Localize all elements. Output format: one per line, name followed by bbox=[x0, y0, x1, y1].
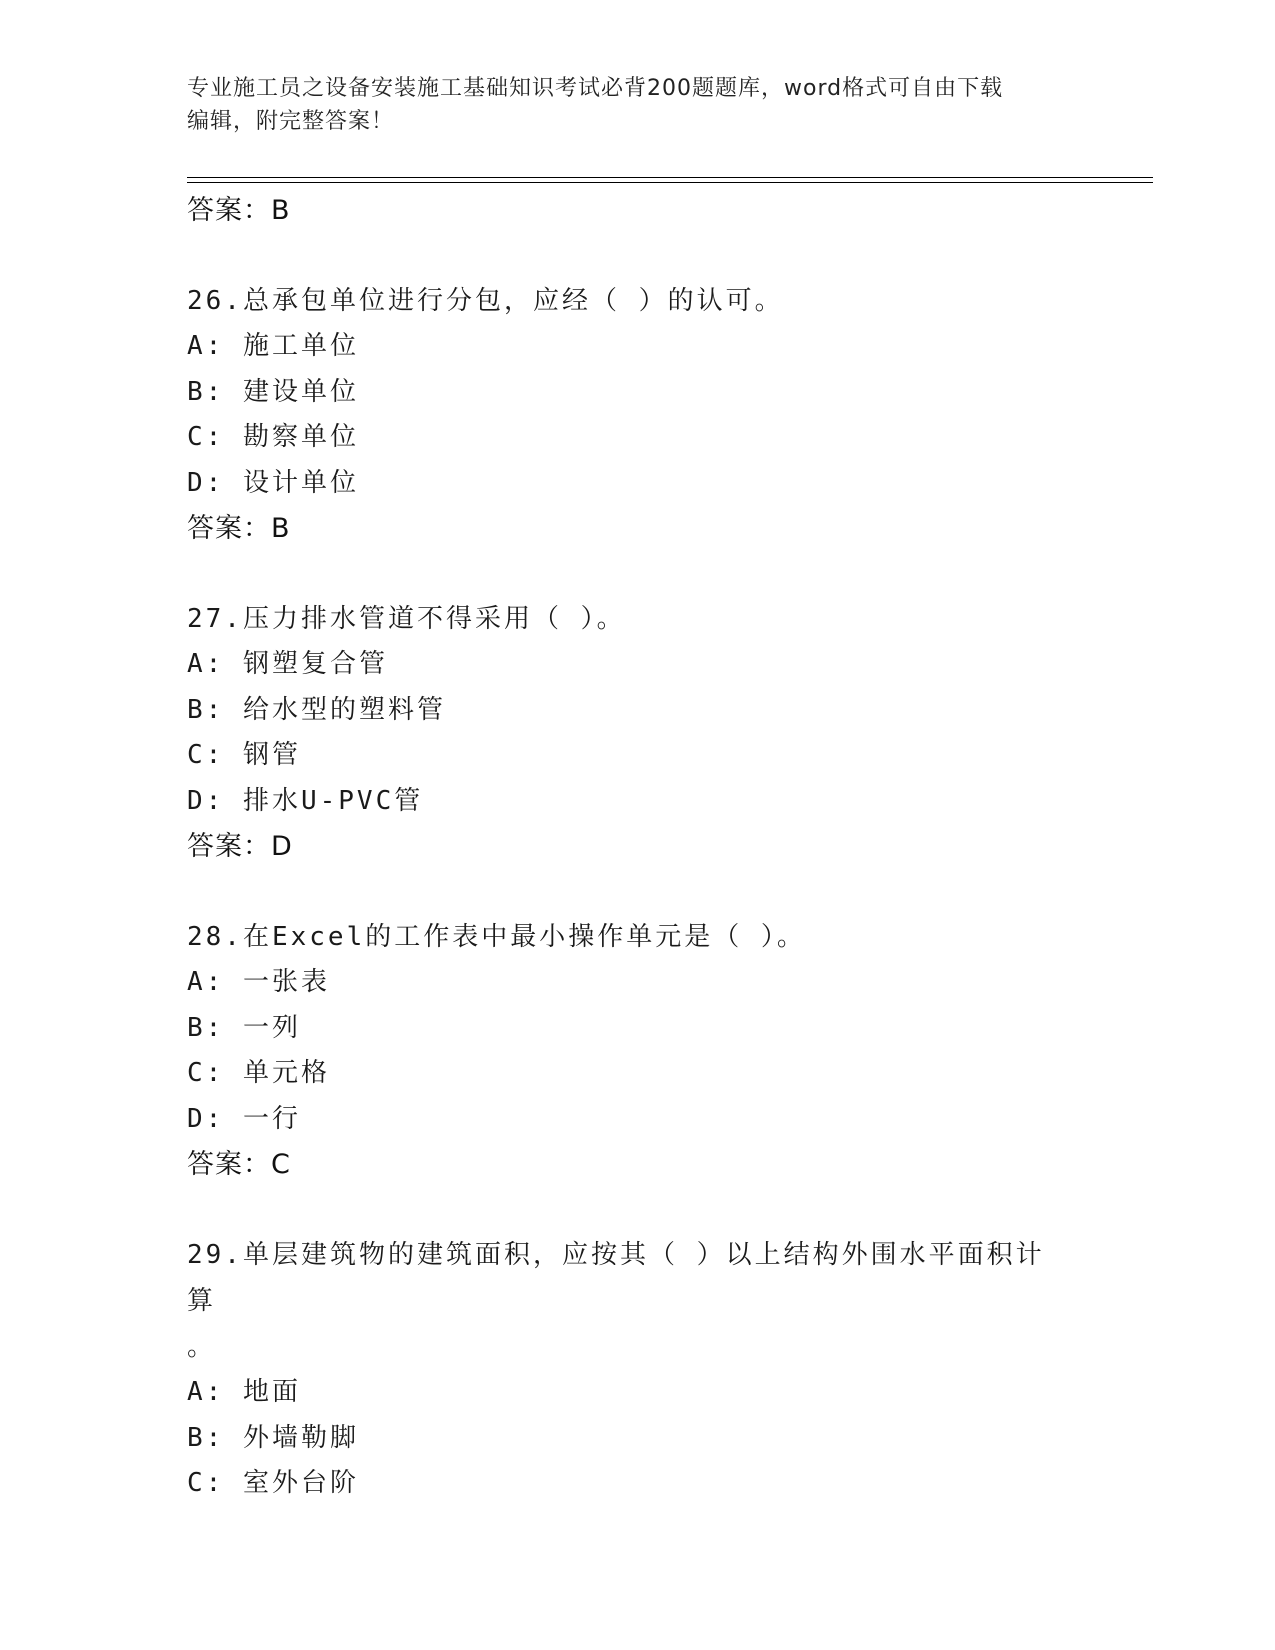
question-26-stem: 26.总承包单位进行分包，应经（ ）的认可。 bbox=[187, 286, 784, 316]
question-29-option-c: C: 室外台阶 bbox=[187, 1468, 359, 1498]
question-26-option-a: A: 施工单位 bbox=[187, 331, 359, 361]
header-title-line-2: 编辑，附完整答案！ bbox=[187, 109, 395, 134]
spacer bbox=[187, 1188, 1087, 1232]
answer-27: 答案：D bbox=[187, 831, 293, 862]
question-29-stem-line-1: 29.单层建筑物的建筑面积，应按其（ ）以上结构外围水平面积计算 bbox=[187, 1240, 1045, 1316]
question-27-option-b: B: 给水型的塑料管 bbox=[187, 694, 446, 725]
question-27-option-c: C: 钢管 bbox=[187, 740, 301, 770]
header-divider-top bbox=[187, 177, 1153, 178]
question-28-option-c: C: 单元格 bbox=[187, 1058, 330, 1088]
question-29-stem bbox=[187, 1232, 1067, 1370]
document-header bbox=[187, 72, 1077, 138]
spacer bbox=[187, 870, 1087, 914]
question-26-option-d: D: 设计单位 bbox=[187, 467, 359, 498]
answer-26: 答案：B bbox=[187, 513, 291, 544]
answer-28: 答案：C bbox=[187, 1149, 291, 1180]
question-28-stem: 28.在Excel的工作表中最小操作单元是（ ）。 bbox=[187, 922, 806, 952]
answer-25: 答案：B bbox=[187, 195, 291, 226]
header-divider-bottom bbox=[187, 182, 1153, 183]
question-29-option-b: B: 外墙勒脚 bbox=[187, 1422, 359, 1453]
question-28-option-a: A: 一张表 bbox=[187, 967, 330, 997]
question-27-option-a: A: 钢塑复合管 bbox=[187, 649, 388, 679]
question-27-option-d: D: 排水U-PVC管 bbox=[187, 785, 424, 816]
question-28-option-d: D: 一行 bbox=[187, 1103, 301, 1134]
header-title-line-1: 专业施工员之设备安装施工基础知识考试必背200题题库，word格式可自由下载 bbox=[187, 76, 1004, 101]
question-29-option-a: A: 地面 bbox=[187, 1377, 301, 1407]
question-26-option-b: B: 建设单位 bbox=[187, 376, 359, 407]
question-29-stem-line-2: 。 bbox=[187, 1332, 217, 1362]
question-28-option-b: B: 一列 bbox=[187, 1012, 301, 1043]
spacer bbox=[187, 552, 1087, 596]
spacer bbox=[187, 234, 1087, 278]
question-26-option-c: C: 勘察单位 bbox=[187, 422, 359, 452]
question-list bbox=[187, 188, 1087, 1507]
question-27-stem: 27.压力排水管道不得采用（ ）。 bbox=[187, 604, 626, 634]
